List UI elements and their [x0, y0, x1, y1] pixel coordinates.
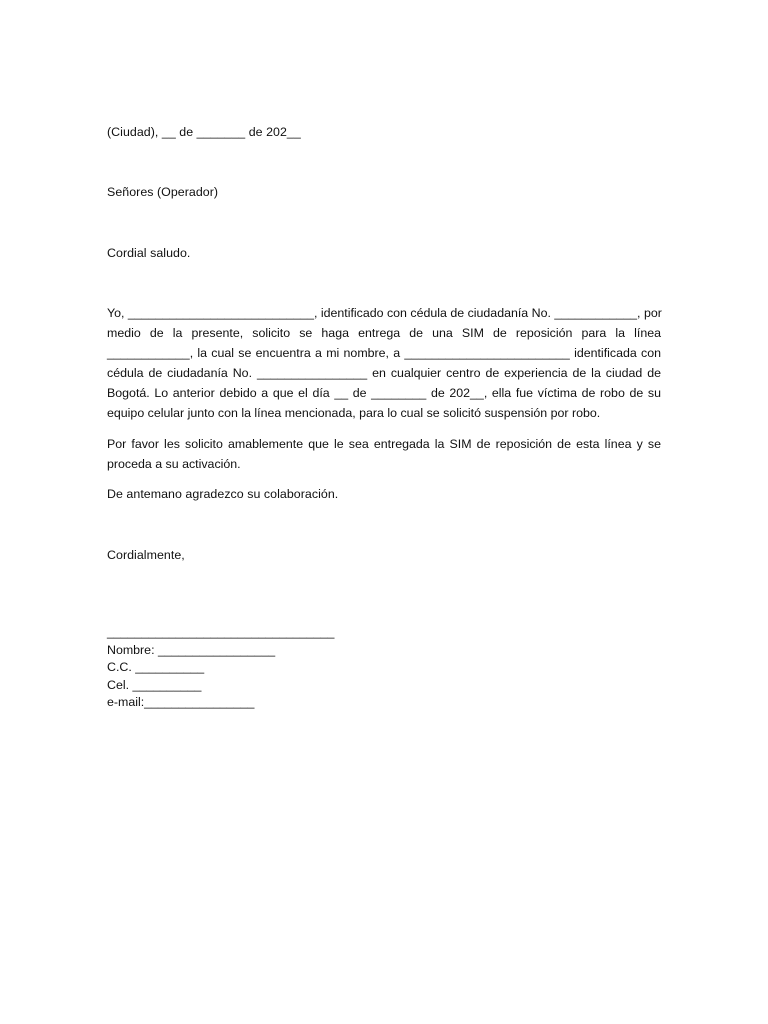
paragraph-request-line: medio de la presente, solicito se haga entrega de una SIM de reposición para la línea	[107, 326, 661, 340]
paragraph-activation-line: Por favor les solicito amablemente que le sea entregada la SIM de reposición de esta línea y se	[107, 437, 661, 451]
paragraph-request-line: cédula de ciudadanía No. ________________ en cualquier centro de experiencia de la ciudad de	[107, 366, 661, 380]
closing-line: Cordialmente,	[107, 548, 185, 562]
signature-cel-field: Cel. __________	[107, 677, 202, 692]
greeting-line: Cordial saludo.	[107, 246, 191, 260]
place-date-line: (Ciudad), __ de _______ de 202__	[107, 125, 301, 139]
thanks-line: De antemano agradezco su colaboración.	[107, 487, 339, 501]
recipient-line: Señores (Operador)	[107, 185, 219, 199]
paragraph-request	[107, 303, 661, 423]
paragraph-request-line: Yo, ___________________________, identificado con cédula de ciudadanía No. ____________, por	[107, 306, 662, 320]
signature-cc-field: C.C. __________	[107, 660, 205, 674]
paragraph-request-line: Bogotá. Lo anterior debido a que el día __ de ________ de 202__, ella fue víctima de robo de su	[107, 386, 661, 400]
signature-name-field: Nombre: _________________	[107, 642, 276, 657]
paragraph-request-line: ____________, la cual se encuentra a mi nombre, a ________________________ identificada con	[107, 346, 661, 360]
signature-line: _________________________________	[107, 625, 335, 639]
paragraph-request-line: equipo celular junto con la línea mencionada, para lo cual se solicitó suspensión por robo.	[107, 406, 601, 420]
signature-block	[107, 624, 334, 712]
signature-email-field: e-mail:________________	[107, 695, 255, 709]
paragraph-activation-line: proceda a su activación.	[107, 457, 241, 471]
paragraph-activation	[107, 434, 661, 474]
